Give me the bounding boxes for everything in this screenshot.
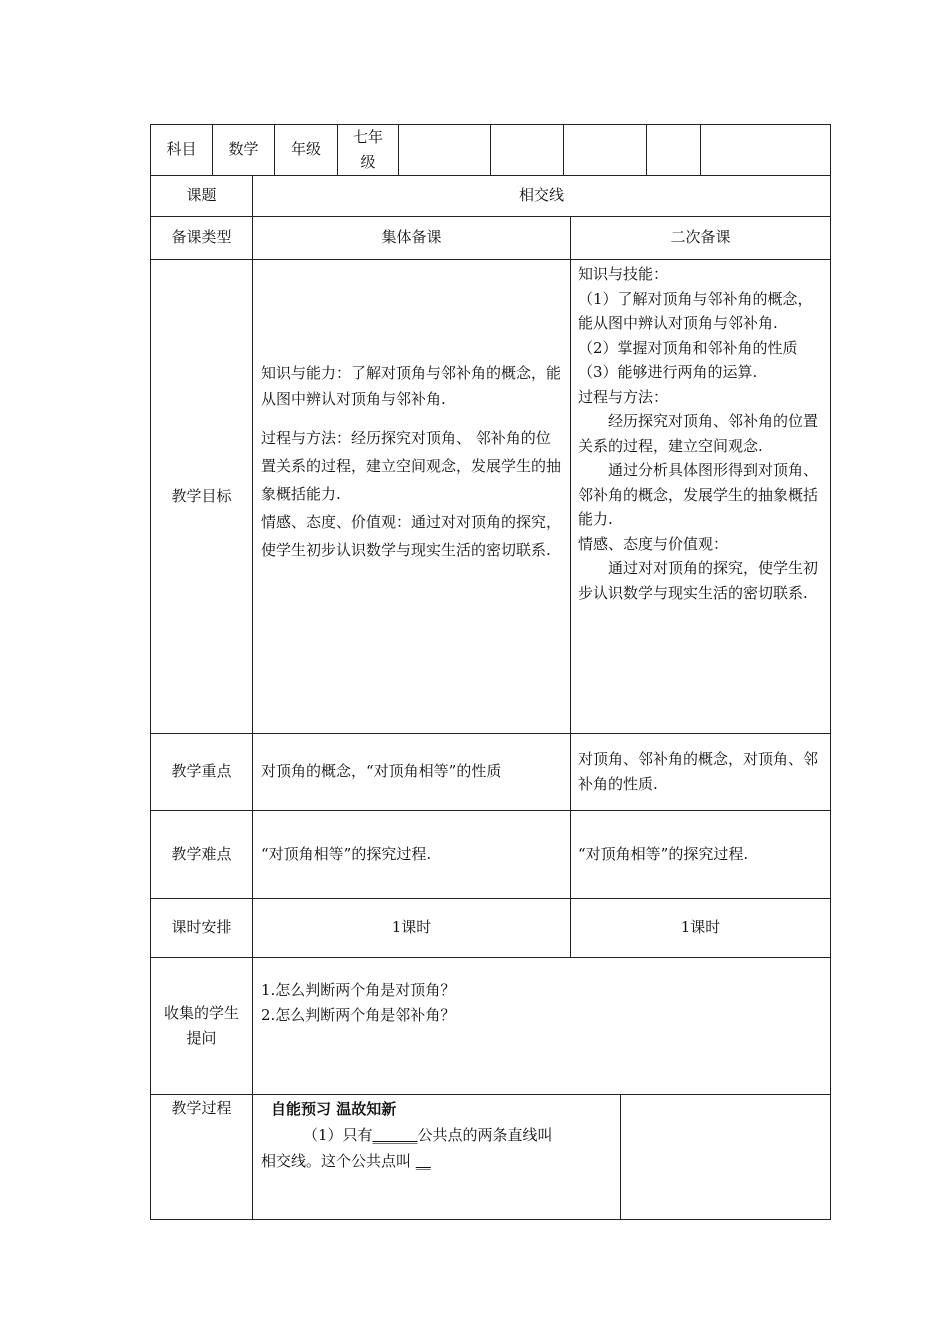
grade-value: 七年级 (352, 128, 383, 171)
objective-second-line: 情感、态度与价值观： (578, 534, 729, 553)
objective-second-line: 通过对对顶角的探究，使学生初步认识数学与现实生活的密切联系. (578, 559, 819, 602)
questions-label-line: 收集的学生 (163, 1003, 239, 1022)
difficulties-second: “对顶角相等”的探究过程. (578, 844, 749, 863)
objective-second-line: 过程与方法： (578, 387, 669, 406)
objective-process: 过程与方法：经历探究对顶角、 邻补角的位置关系的过程，建立空间观念，发展学生的抽象概括能力. (261, 429, 562, 503)
prep-type-collective: 集体备课 (381, 228, 442, 247)
objective-emotion: 情感、态度、价值观：通过对对顶角的探究，使学生初步认识数学与现实生活的密切联系. (261, 513, 562, 559)
difficulties-label: 教学难点 (171, 844, 232, 863)
process-line-1-prefix: （1）只有 (303, 1126, 373, 1144)
answer-blank: ______ (372, 1126, 418, 1144)
process-heading: 自能预习 温故知新 (271, 1100, 397, 1118)
key-points-second: 对顶角、邻补角的概念，对顶角、邻补角的性质. (578, 749, 819, 793)
topic-value: 相交线 (518, 186, 564, 205)
grade-label: 年级 (290, 140, 321, 159)
answer-blank: __ (415, 1152, 431, 1170)
objective-second-line: （3）能够进行两角的运算. (578, 363, 758, 381)
prep-type-label: 备课类型 (171, 228, 232, 247)
objective-second-line: 经历探究对顶角、邻补角的位置关系的过程，建立空间观念. (578, 412, 819, 455)
questions-list (261, 978, 821, 1028)
process-line-2 (261, 1148, 616, 1174)
objectives-collective (261, 361, 563, 564)
difficulties-collective: “对顶角相等”的探究过程. (261, 844, 432, 863)
schedule-label: 课时安排 (171, 918, 232, 937)
question-item: 1.怎么判断两个角是对顶角？ (261, 981, 456, 999)
questions-label (151, 958, 252, 1094)
key-points-label: 教学重点 (171, 762, 232, 781)
objective-second-line: （1）了解对顶角与邻补角的概念，能从图中辨认对顶角与邻补角. (578, 289, 813, 332)
question-item: 2.怎么判断两个角是邻补角？ (261, 1006, 456, 1024)
questions-label-line: 提问 (186, 1029, 217, 1047)
key-points-collective: 对顶角的概念，“对顶角相等”的性质 (261, 762, 502, 781)
objective-knowledge: 知识与能力：了解对顶角与邻补角的概念，能从图中辨认对顶角与邻补角. (261, 364, 562, 408)
process-line-1-suffix: 公共点的两条直线叫 (417, 1126, 553, 1144)
objective-second-line: 通过分析具体图形得到对顶角、邻补角的概念，发展学生的抽象概括能力. (578, 461, 819, 528)
objectives-label: 教学目标 (171, 486, 232, 505)
schedule-second: 1课时 (680, 918, 721, 937)
subject-label: 科目 (166, 140, 197, 159)
topic-label: 课题 (186, 186, 217, 205)
process-line-1 (261, 1122, 616, 1148)
subject-value: 数学 (228, 140, 259, 159)
schedule-collective: 1课时 (391, 918, 432, 937)
process-content (261, 1096, 616, 1174)
process-label: 教学过程 (171, 1099, 232, 1117)
prep-type-second: 二次备课 (670, 228, 731, 247)
process-line-2-prefix: 相交线。这个公共点叫 (261, 1152, 416, 1170)
objective-second-line: （2）掌握对顶角和邻补角的性质 (578, 338, 798, 357)
objectives-second (578, 262, 824, 605)
objective-second-line: 知识与技能： (578, 265, 669, 283)
